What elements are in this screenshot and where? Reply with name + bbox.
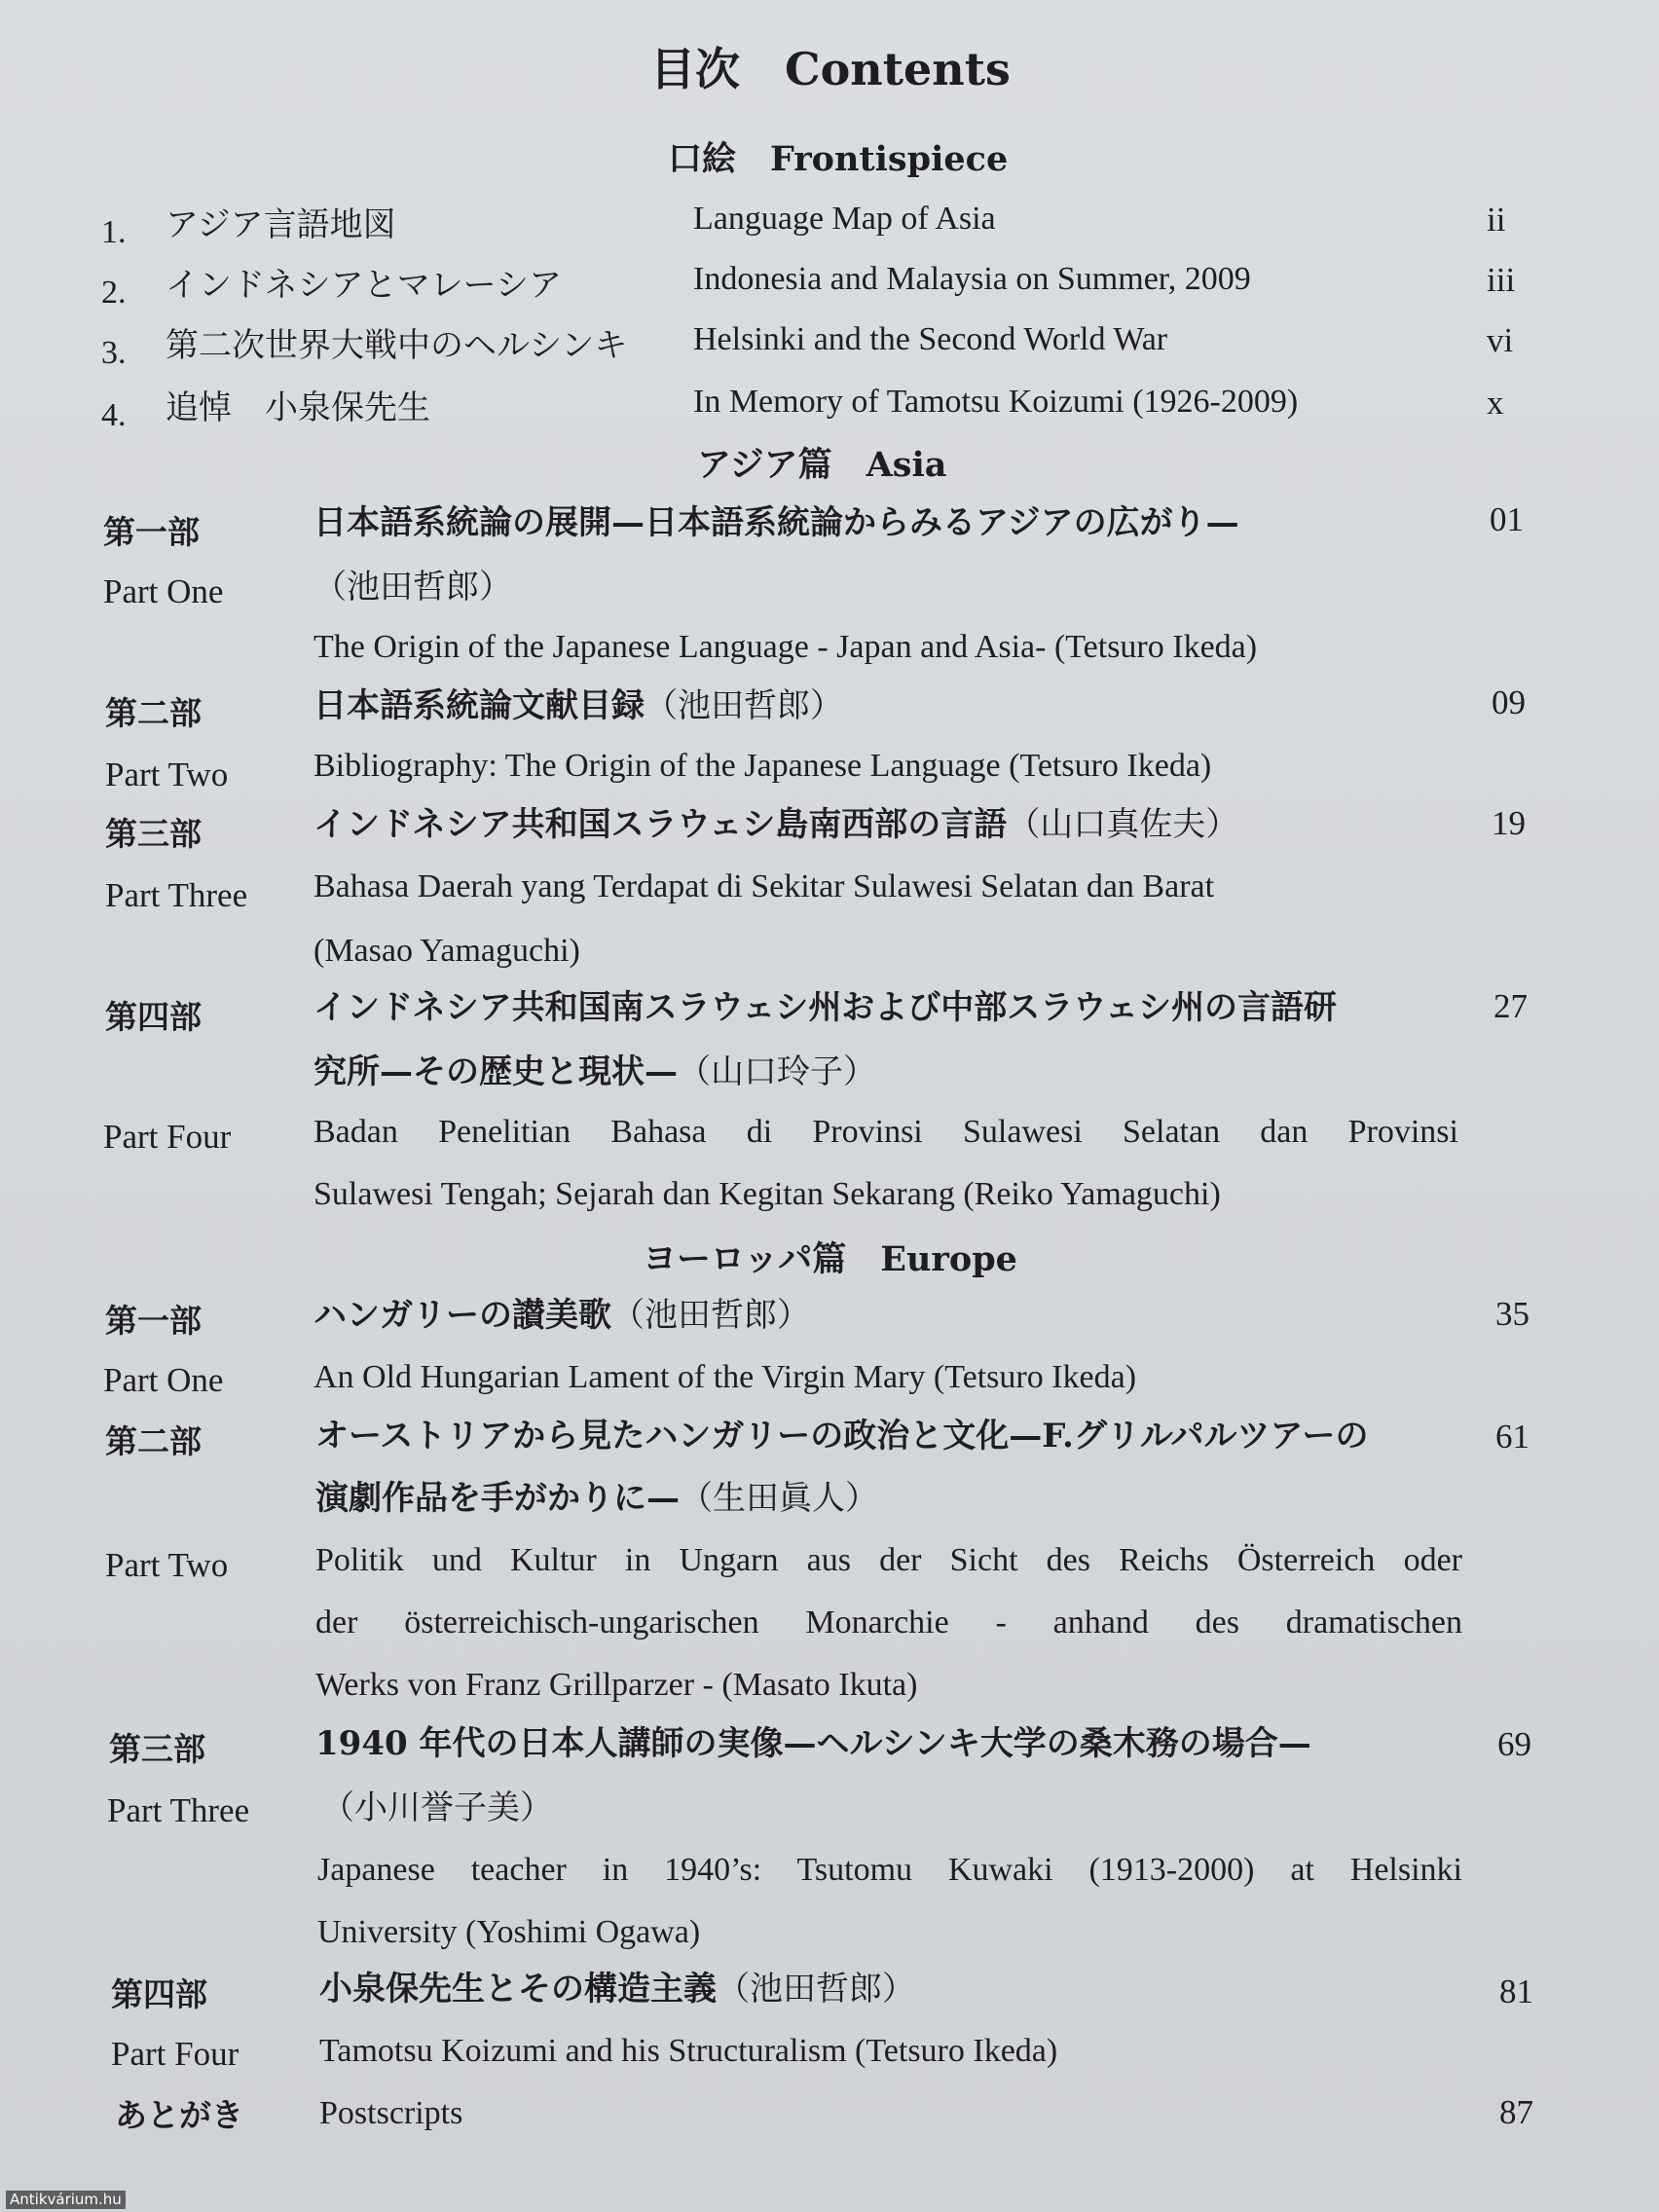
frontispiece-number: 4. (101, 397, 127, 433)
chapter-title-en: Bahasa Daerah yang Terdapat di Sekitar Sulawesi Selatan dan Barat (313, 868, 1215, 904)
chapter-title-en: Badan Penelitian Bahasa di Provinsi Sulawesi Selatan dan Provinsi (313, 1114, 1458, 1150)
chapter-author-jp: （池田哲郎） (645, 686, 843, 725)
part-label-en: Part Two (105, 1546, 229, 1584)
chapter-title-jp-line (313, 1296, 810, 1335)
chapter-title-jp: 究所—その歴史と現状— (313, 1052, 678, 1091)
page-number: 35 (1495, 1295, 1530, 1333)
chapter-title-en: der österreichisch-ungarischen Monarchie - anhand des dramatischen (315, 1604, 1462, 1641)
chapter-title-jp: ハンガリーの讃美歌 (313, 1296, 611, 1335)
chapter-title-jp: 小泉保先生とその構造主義 (319, 1970, 717, 2009)
frontispiece-title-jp: インドネシアとマレーシア (166, 266, 562, 305)
chapter-title-jp: 日本語系統論の展開—日本語系統論からみるアジアの広がり— (313, 503, 1239, 542)
chapter-title-en: Tamotsu Koizumi and his Structuralism (Tetsuro Ikeda) (319, 2033, 1058, 2069)
chapter-author-jp: （生田眞人） (680, 1479, 878, 1518)
part-label-en: Part Four (111, 2035, 240, 2073)
part-label-jp: 第二部 (105, 1422, 202, 1460)
chapter-title-jp-line (315, 1479, 878, 1518)
chapter-title-en: The Origin of the Japanese Language - Japan and Asia- (Tetsuro Ikeda) (313, 629, 1258, 665)
chapter-title-en: Politik und Kultur in Ungarn aus der Sicht des Reichs Österreich oder (315, 1542, 1462, 1578)
page-number: ii (1487, 201, 1506, 239)
part-label-en: Part One (103, 572, 224, 610)
page-number: 69 (1497, 1725, 1531, 1763)
chapter-author-jp: （池田哲郎） (611, 1296, 810, 1335)
part-label-jp: 第四部 (111, 1975, 207, 2013)
part-label-jp: 第二部 (105, 694, 202, 732)
watermark: Antikvárium.hu (6, 2191, 126, 2209)
frontispiece-title-en: Indonesia and Malaysia on Summer, 2009 (693, 261, 1251, 297)
section-heading-asia: アジア篇 Asia (697, 445, 947, 485)
chapter-author-jp: （池田哲郎） (717, 1970, 915, 2009)
chapter-title-en: An Old Hungarian Lament of the Virgin Mary (Tetsuro Ikeda) (313, 1359, 1137, 1395)
part-label-en: Part Two (105, 756, 229, 793)
chapter-title-jp-line (313, 1052, 876, 1091)
chapter-title-jp-line (319, 1970, 915, 2009)
chapter-author-jp: （山口真佐夫） (1007, 805, 1239, 844)
page-number: x (1487, 384, 1504, 422)
chapter-title-jp: インドネシア共和国南スラウェシ州および中部スラウェシ州の言語研 (313, 988, 1337, 1027)
chapter-author-jp: （山口玲子） (678, 1052, 876, 1091)
page-title: 目次 Contents (650, 43, 1011, 95)
frontispiece-title-en: In Memory of Tamotsu Koizumi (1926-2009) (693, 384, 1299, 420)
chapter-title-jp: 1940 年代の日本人講師の実像—ヘルシンキ大学の桑木務の場合— (315, 1724, 1311, 1763)
chapter-title-jp: オーストリアから見たハンガリーの政治と文化—F.グリルパルツアーの (315, 1417, 1369, 1456)
part-label-en: Part Three (107, 1791, 250, 1829)
chapter-title-en: (Masao Yamaguchi) (313, 933, 580, 969)
frontispiece-title-jp: アジア言語地図 (166, 205, 396, 244)
part-label-en: Part Three (105, 876, 248, 914)
frontispiece-title-jp: 追悼 小泉保先生 (166, 388, 430, 427)
frontispiece-title-en: Helsinki and the Second World War (693, 321, 1168, 357)
page-number: vi (1487, 321, 1514, 359)
chapter-title-jp-line (313, 805, 1239, 844)
part-label-jp: 第三部 (109, 1730, 205, 1768)
chapter-title-en: Werks von Franz Grillparzer - (Masato Ikuta) (315, 1667, 918, 1703)
page-number: iii (1487, 261, 1516, 299)
postscript-label-jp: あとがき (115, 2096, 243, 2134)
chapter-title-en: University (Yoshimi Ogawa) (317, 1914, 701, 1950)
frontispiece-number: 3. (101, 335, 127, 371)
section-heading-frontispiece: 口絵 Frontispiece (668, 139, 1009, 179)
part-label-en: Part Four (103, 1118, 232, 1156)
frontispiece-number: 1. (101, 214, 127, 250)
part-label-en: Part One (103, 1361, 224, 1399)
page-number: 01 (1490, 500, 1524, 538)
part-label-jp: 第三部 (105, 815, 202, 853)
chapter-title-jp: インドネシア共和国スラウェシ島南西部の言語 (313, 805, 1008, 844)
chapter-title-jp: 日本語系統論文献目録 (313, 686, 645, 725)
chapter-author-jp: （池田哲郎） (313, 568, 512, 607)
chapter-author-jp: （小川誉子美） (321, 1788, 553, 1827)
chapter-title-jp-line (313, 686, 843, 725)
part-label-jp: 第四部 (105, 998, 202, 1036)
part-label-jp: 第一部 (105, 1302, 202, 1340)
page-number: 87 (1499, 2093, 1533, 2131)
page-number: 19 (1492, 804, 1526, 842)
postscript-title-en: Postscripts (319, 2095, 463, 2131)
chapter-title-en: Japanese teacher in 1940’s: Tsutomu Kuwaki (1913-2000) at Helsinki (317, 1852, 1462, 1888)
frontispiece-title-jp: 第二次世界大戦中のヘルシンキ (166, 326, 628, 365)
frontispiece-title-en: Language Map of Asia (693, 201, 996, 237)
frontispiece-number: 2. (101, 275, 127, 311)
part-label-jp: 第一部 (103, 513, 200, 551)
page-number: 09 (1492, 683, 1526, 721)
page-number: 81 (1499, 1972, 1533, 2010)
page-number: 61 (1495, 1418, 1530, 1456)
section-heading-europe: ヨーロッパ篇 Europe (643, 1239, 1017, 1279)
chapter-title-en: Sulawesi Tengah; Sejarah dan Kegitan Sekarang (Reiko Yamaguchi) (313, 1176, 1221, 1212)
page-number: 27 (1493, 987, 1528, 1025)
chapter-title-en: Bibliography: The Origin of the Japanese Language (Tetsuro Ikeda) (313, 748, 1212, 784)
chapter-title-jp: 演劇作品を手がかりに— (315, 1479, 680, 1518)
